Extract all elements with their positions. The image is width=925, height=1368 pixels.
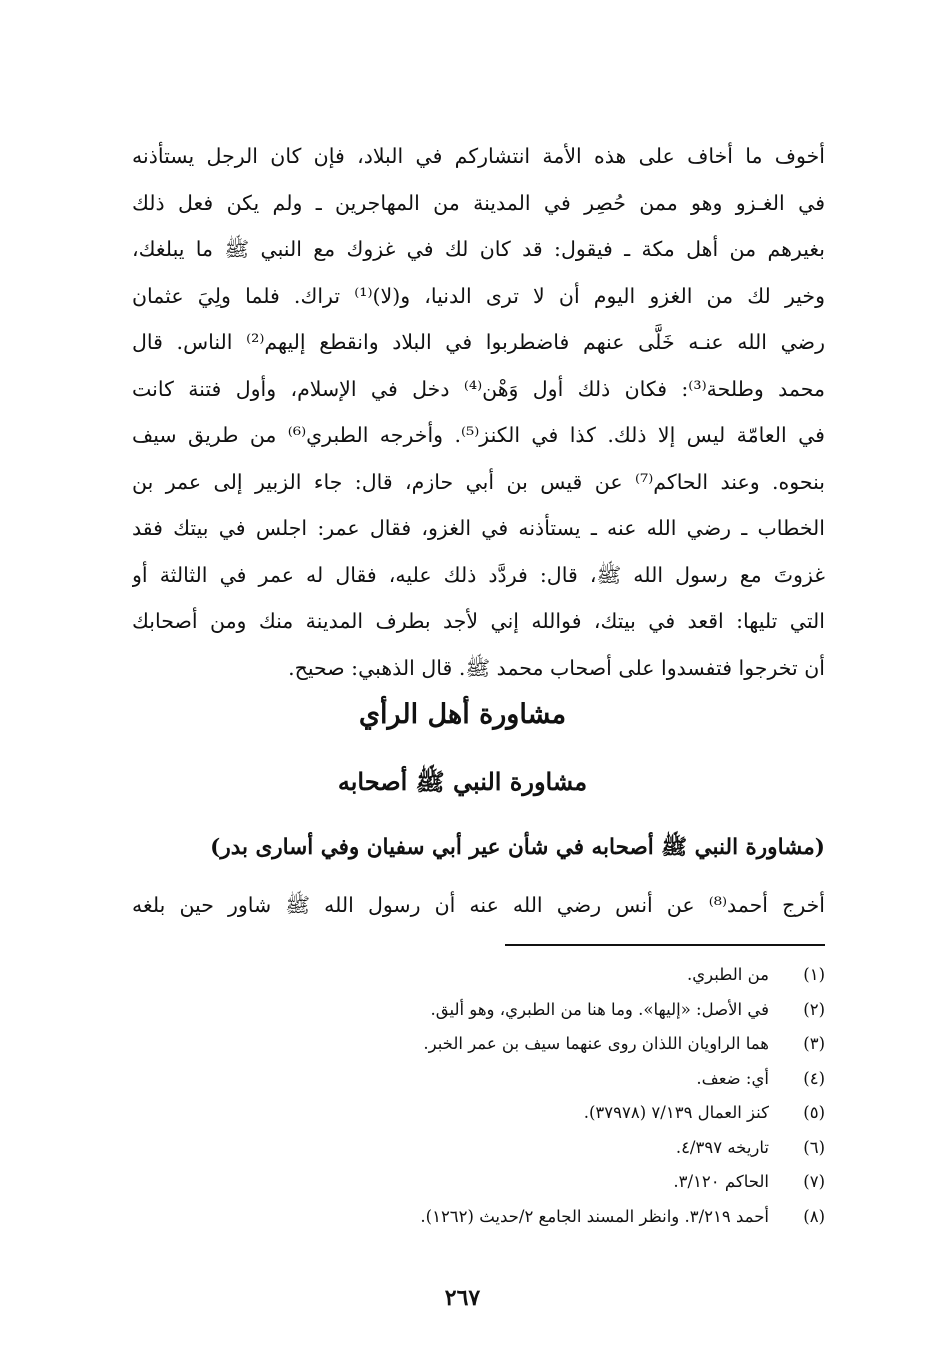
body-line: بنحوه. وعند الحاكم⁽⁷⁾ عن قيس بن أبي حازم، قال: جاء الزبير إلى عمر بن <box>132 469 825 494</box>
body-line: الخطاب ـ رضي الله عنه ـ يستأذنه في الغزو، فقال عمر: اجلس في بيتك فقد <box>132 516 825 540</box>
footnote-text: تاريخه ٤/٣٩٧. <box>675 1137 769 1157</box>
body-line: أن تخرجوا فتفسدوا على أصحاب محمد ﷺ. قال الذهبي: صحيح. <box>288 655 825 680</box>
body-line: محمد وطلحة⁽³⁾: فكان ذلك أول وَهْن⁽⁴⁾ دخل في الإسلام، وأول فتنة كانت <box>132 376 825 401</box>
footnote-text: الحاكم ٣/١٢٠. <box>673 1172 769 1191</box>
footnote-separator <box>505 944 825 946</box>
body-line: غزوتَ مع رسول الله ﷺ، قال: فردَّد ذلك عليه، فقال له عمر في الثالثة أو <box>132 562 825 587</box>
page-number: ٢٦٧ <box>444 1285 481 1311</box>
body-line: أخوف ما أخاف على هذه الأمة انتشاركم في البلاد، فإن كان الرجل يستأذنه <box>132 144 825 168</box>
footnote <box>250 1131 825 1166</box>
footnote-number: (٤) <box>803 1068 825 1088</box>
footnote <box>250 1062 825 1097</box>
footnote-text: هما الراويان اللذان روى عنهما سيف بن عمر الخبر. <box>423 1034 769 1053</box>
topic-first-line: أخرج أحمد⁽⁸⁾ عن أنس رضي الله عنه أن رسول الله ﷺ شاور حين بلغه <box>132 893 825 917</box>
footnote-text: أي: ضعف. <box>696 1068 769 1088</box>
footnote <box>250 1027 825 1062</box>
footnote <box>250 1165 825 1200</box>
footnote-text: في الأصل: «إليها». وما هنا من الطبري، وهو أليق. <box>430 999 769 1019</box>
footnote <box>250 993 825 1028</box>
body-line: التي تليها: اقعد في بيتك، فوالله إني لأجد بطرف المدينة منك ومن أصحابك <box>132 609 825 633</box>
footnote-text: من الطبري. <box>686 965 769 984</box>
footnote <box>250 1096 825 1131</box>
footnote-number: (٣) <box>803 1034 825 1053</box>
body-line: وخير لك من الغزو اليوم أن لا ترى الدنيا، و(لا)⁽¹⁾ تراك. فلما ولِيَ عثمان <box>132 283 825 308</box>
footnote-number: (١) <box>803 965 825 984</box>
body-line: رضي الله عنـه خَلَّى عنهم فاضطربوا في البلاد وانقطع إليهم⁽²⁾ الناس. قال <box>132 330 825 354</box>
footnote-number: (٦) <box>803 1137 825 1157</box>
body-text <box>132 133 825 691</box>
topic-heading: (مشاورة النبي ﷺ أصحابه في شأن عير أبي سفيان وفي أسارى بدر) <box>210 835 825 860</box>
footnote-text: أحمد ٣/٢١٩. وانظر المسند الجامع ٢/حديث (١٢٦٢). <box>420 1206 769 1226</box>
footnote <box>250 1200 825 1235</box>
footnote-number: (٧) <box>803 1172 825 1191</box>
subsection-title: مشاورة النبي ﷺ أصحابه <box>337 767 588 796</box>
body-line: في العامّة ليس إلا ذلك. كذا في الكنز⁽⁵⁾. وأخرجه الطبري⁽⁶⁾ من طريق سيف <box>132 423 825 447</box>
body-line: بغيرهم من أهل مكة ـ فيقول: قد كان لك في غزوك مع النبي ﷺ ما يبلغك، <box>132 237 825 261</box>
body-line: في الغـزو وهو ممن حُصِر في المدينة من المهاجرين ـ ولم يكن فعل ذلك <box>132 190 825 215</box>
footnotes <box>250 958 825 1234</box>
footnote <box>250 958 825 993</box>
section-title: مشاورة أهل الرأي <box>358 699 567 730</box>
footnote-number: (٨) <box>803 1206 825 1226</box>
footnote-number: (٥) <box>803 1103 825 1122</box>
footnote-number: (٢) <box>803 999 825 1019</box>
footnote-text: كنز العمال ٧/١٣٩ (٣٧٩٧٨). <box>583 1103 769 1122</box>
